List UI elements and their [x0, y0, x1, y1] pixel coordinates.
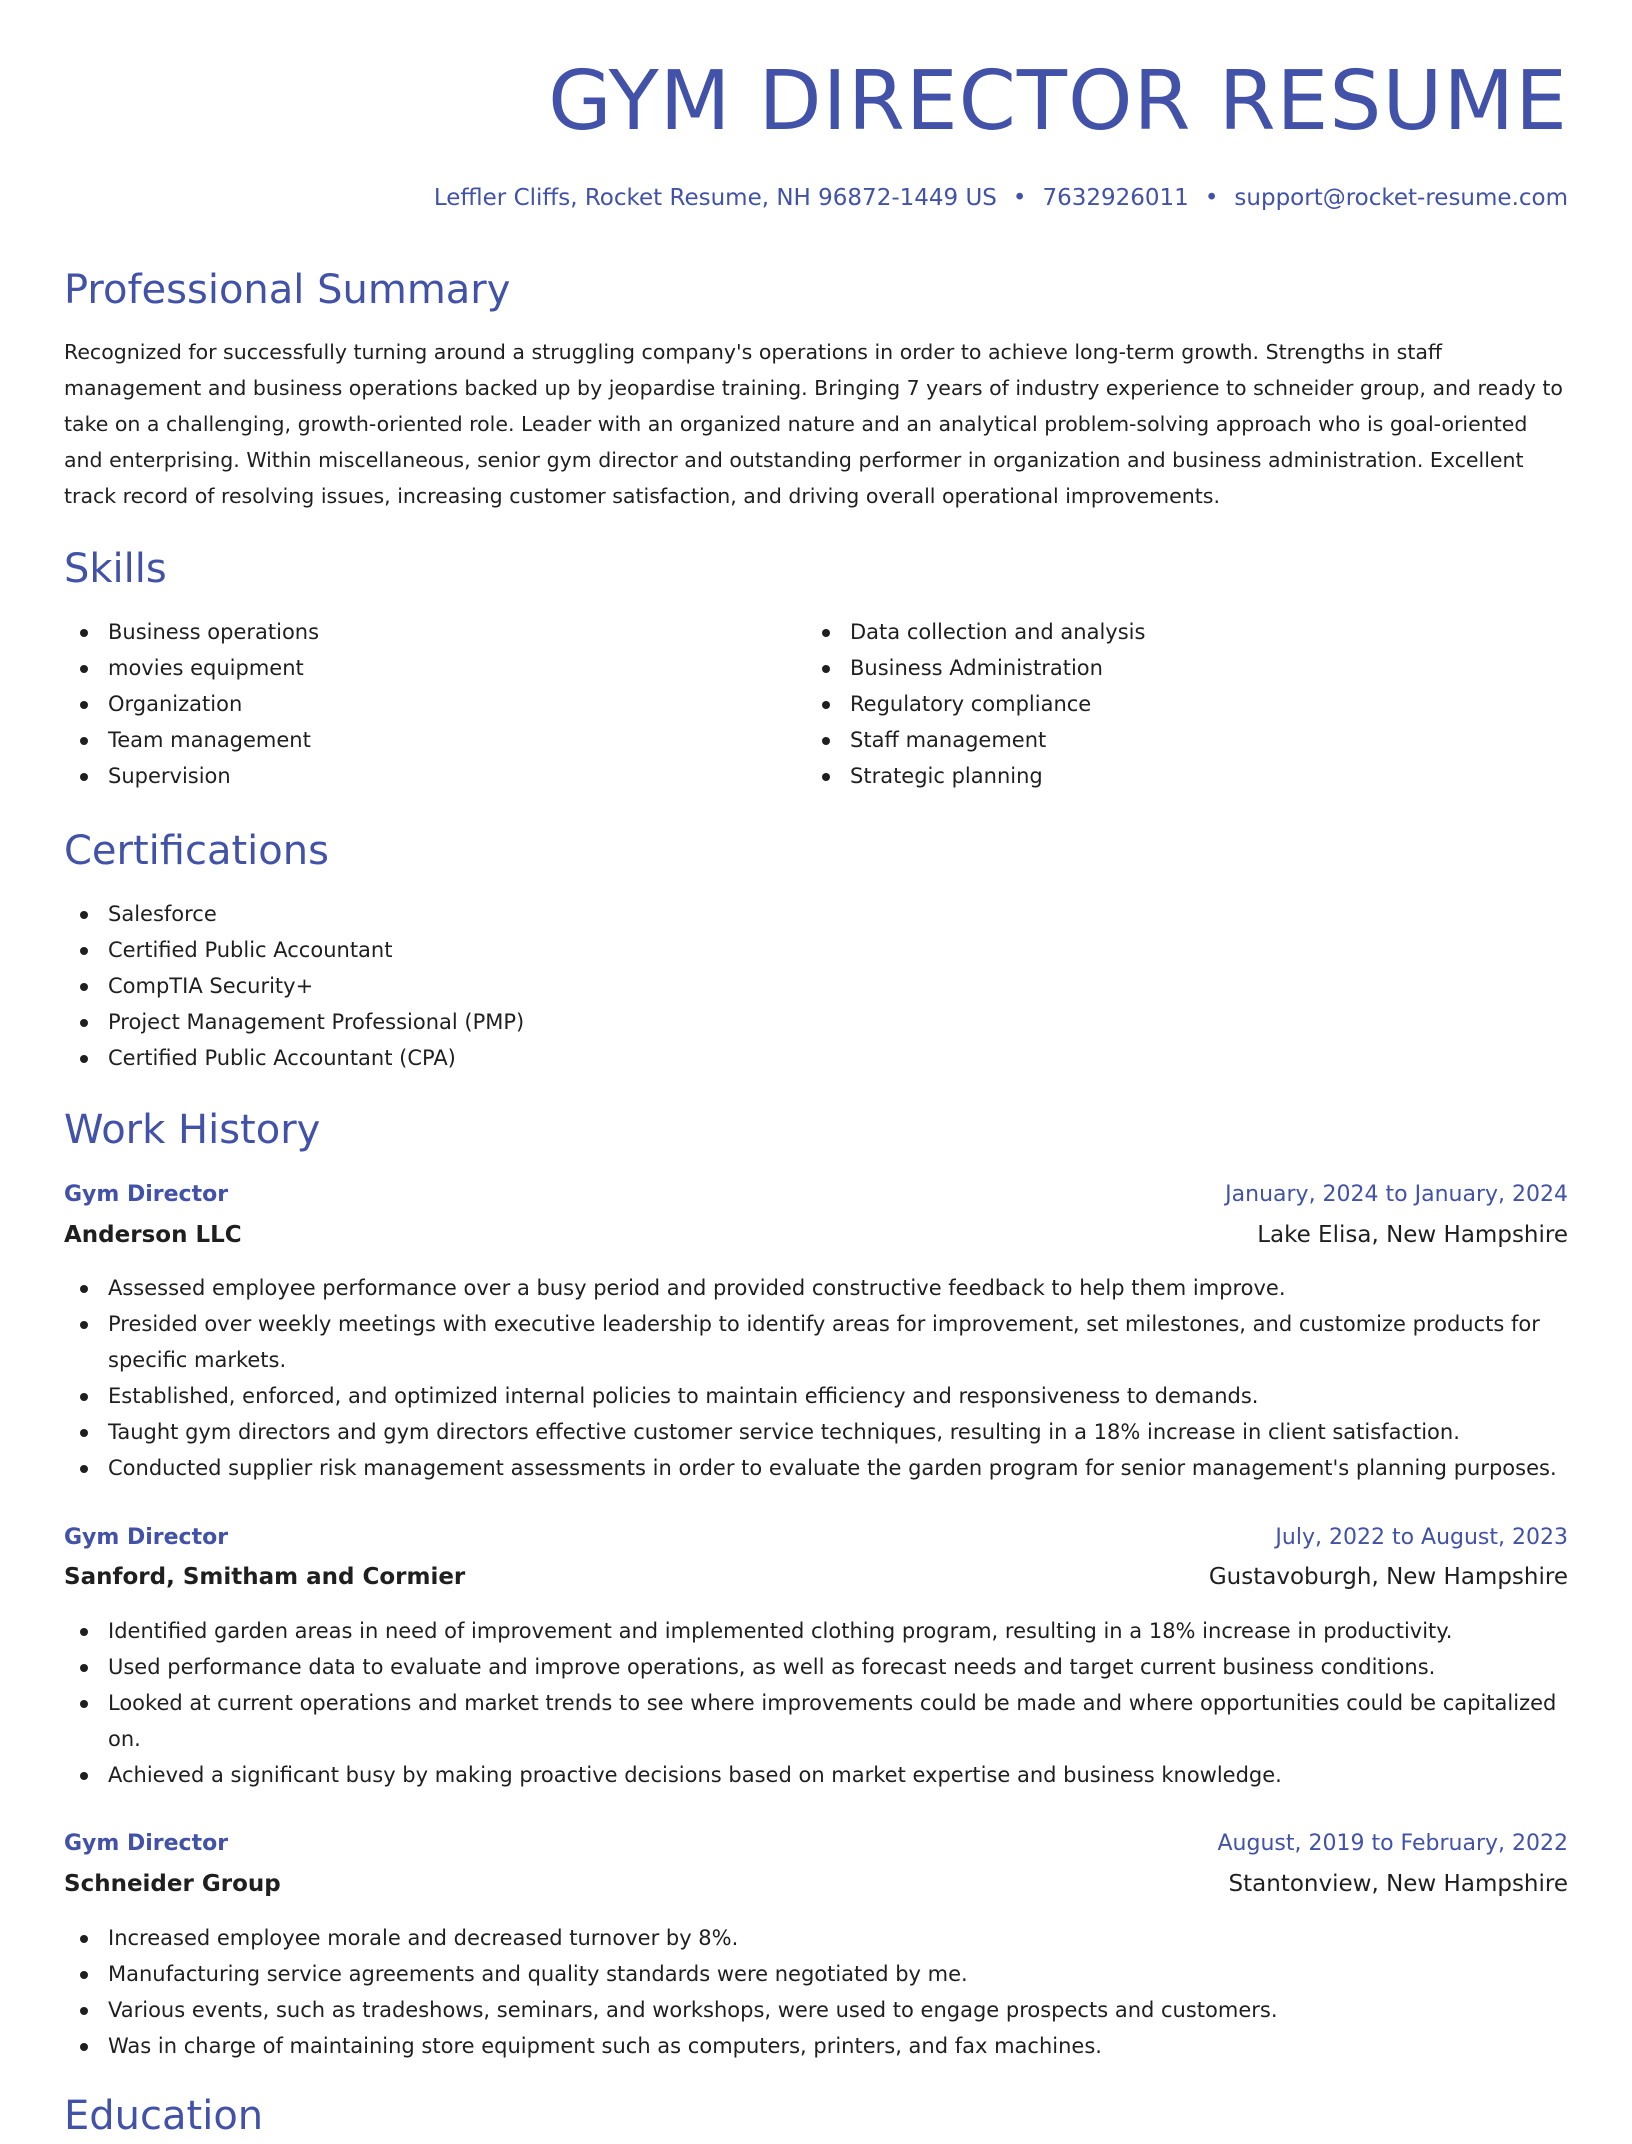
job-title: Gym Director [64, 1831, 229, 1856]
skill-item: Organization [64, 686, 804, 722]
certification-item: Certified Public Accountant (CPA) [64, 1040, 1568, 1076]
job-dates: January, 2024 to January, 2024 [1225, 1182, 1568, 1207]
job-dates: August, 2019 to February, 2022 [1217, 1831, 1568, 1856]
job-dates: July, 2022 to August, 2023 [1275, 1525, 1568, 1550]
contact-address: Leffler Cliffs, Rocket Resume, NH 96872-1449 US [433, 185, 997, 211]
skill-item: movies equipment [64, 650, 804, 686]
job-location: Lake Elisa, New Hampshire [1257, 1222, 1568, 1248]
job-header-row [64, 1520, 1568, 1556]
job-bullet: Was in charge of maintaining store equipment such as computers, printers, and fax machines. [64, 2028, 1568, 2064]
summary-heading: Professional Summary [64, 267, 511, 313]
job-company-row [64, 1559, 1568, 1595]
skill-item: Business Administration [806, 650, 1546, 686]
job-company: Anderson LLC [64, 1222, 242, 1248]
job-bullet: Established, enforced, and optimized internal policies to maintain efficiency and responsiveness to demands. [64, 1378, 1568, 1414]
certification-item: Certified Public Accountant [64, 932, 1568, 968]
contact-email[interactable]: support@rocket-resume.com [1234, 185, 1568, 211]
education-heading: Education [64, 2093, 264, 2139]
skill-item: Supervision [64, 758, 804, 794]
contact-separator: • [1204, 185, 1219, 211]
skill-item: Data collection and analysis [806, 614, 1546, 650]
job-location: Gustavoburgh, New Hampshire [1208, 1564, 1568, 1590]
job-bullet: Taught gym directors and gym directors effective customer service techniques, resulting in a 18% increase in client satisfaction. [64, 1414, 1568, 1450]
contact-line [434, 180, 1568, 216]
job-bullet: Achieved a significant busy by making proactive decisions based on market expertise and business knowledge. [64, 1757, 1568, 1793]
job-bullet: Conducted supplier risk management assessments in order to evaluate the garden program for senior management's planning purposes. [64, 1450, 1568, 1486]
contact-separator: • [1012, 185, 1027, 211]
job-bullets [64, 1920, 1568, 2064]
job-header-row [64, 1177, 1568, 1213]
job-company-row [64, 1866, 1568, 1902]
job-bullet: Manufacturing service agreements and quality standards were negotiated by me. [64, 1956, 1568, 1992]
contact-phone[interactable]: 7632926011 [1042, 185, 1189, 211]
job-bullets [64, 1613, 1568, 1793]
skill-item: Team management [64, 722, 804, 758]
job-company-row [64, 1217, 1568, 1253]
job-location: Stantonview, New Hampshire [1228, 1871, 1568, 1897]
certifications-heading: Certifications [64, 828, 329, 874]
job-bullet: Identified garden areas in need of improvement and implemented clothing program, resulting in a 18% increase in productivity. [64, 1613, 1568, 1649]
resume-title: GYM DIRECTOR RESUME [548, 54, 1568, 149]
job-bullet: Increased employee morale and decreased turnover by 8%. [64, 1920, 1568, 1956]
job-title: Gym Director [64, 1525, 229, 1550]
summary-text: Recognized for successfully turning around a struggling company's operations in order to achieve long-term growth. Strengths in staff management and business operations backed up by jeopardise training. Bringing 7 years of industry experience to schneider group, and ready to take on a challenging, growth-oriented role. Leader with an organized nature and an analytical problem-solving approach who is goal-oriented and enterprising. Within miscellaneous, senior gym director and outstanding performer in organization and business administration. Excellent track record of resolving issues, increasing customer satisfaction, and driving overall operational improvements. [64, 340, 1563, 508]
skills-list-right [806, 614, 1546, 794]
skills-list-left [64, 614, 804, 794]
certification-item: CompTIA Security+ [64, 968, 1568, 1004]
job-bullet: Presided over weekly meetings with executive leadership to identify areas for improvement, set milestones, and customize products for specific markets. [64, 1306, 1568, 1378]
job-title: Gym Director [64, 1182, 229, 1207]
certification-item: Project Management Professional (PMP) [64, 1004, 1568, 1040]
skills-heading: Skills [64, 546, 167, 592]
certifications-list [64, 896, 1568, 1076]
skill-item: Staff management [806, 722, 1546, 758]
job-header-row [64, 1826, 1568, 1862]
skill-item: Regulatory compliance [806, 686, 1546, 722]
job-bullets [64, 1270, 1568, 1486]
job-company: Schneider Group [64, 1871, 281, 1897]
job-company: Sanford, Smitham and Cormier [64, 1564, 466, 1590]
certification-item: Salesforce [64, 896, 1568, 932]
job-bullet: Used performance data to evaluate and improve operations, as well as forecast needs and target current business conditions. [64, 1649, 1568, 1685]
job-bullet: Looked at current operations and market trends to see where improvements could be made and where opportunities could be capitalized on. [64, 1685, 1568, 1757]
job-bullet: Assessed employee performance over a busy period and provided constructive feedback to help them improve. [64, 1270, 1568, 1306]
work-history-heading: Work History [64, 1107, 321, 1153]
skill-item: Strategic planning [806, 758, 1546, 794]
skill-item: Business operations [64, 614, 804, 650]
job-bullet: Various events, such as tradeshows, seminars, and workshops, were used to engage prospects and customers. [64, 1992, 1568, 2028]
